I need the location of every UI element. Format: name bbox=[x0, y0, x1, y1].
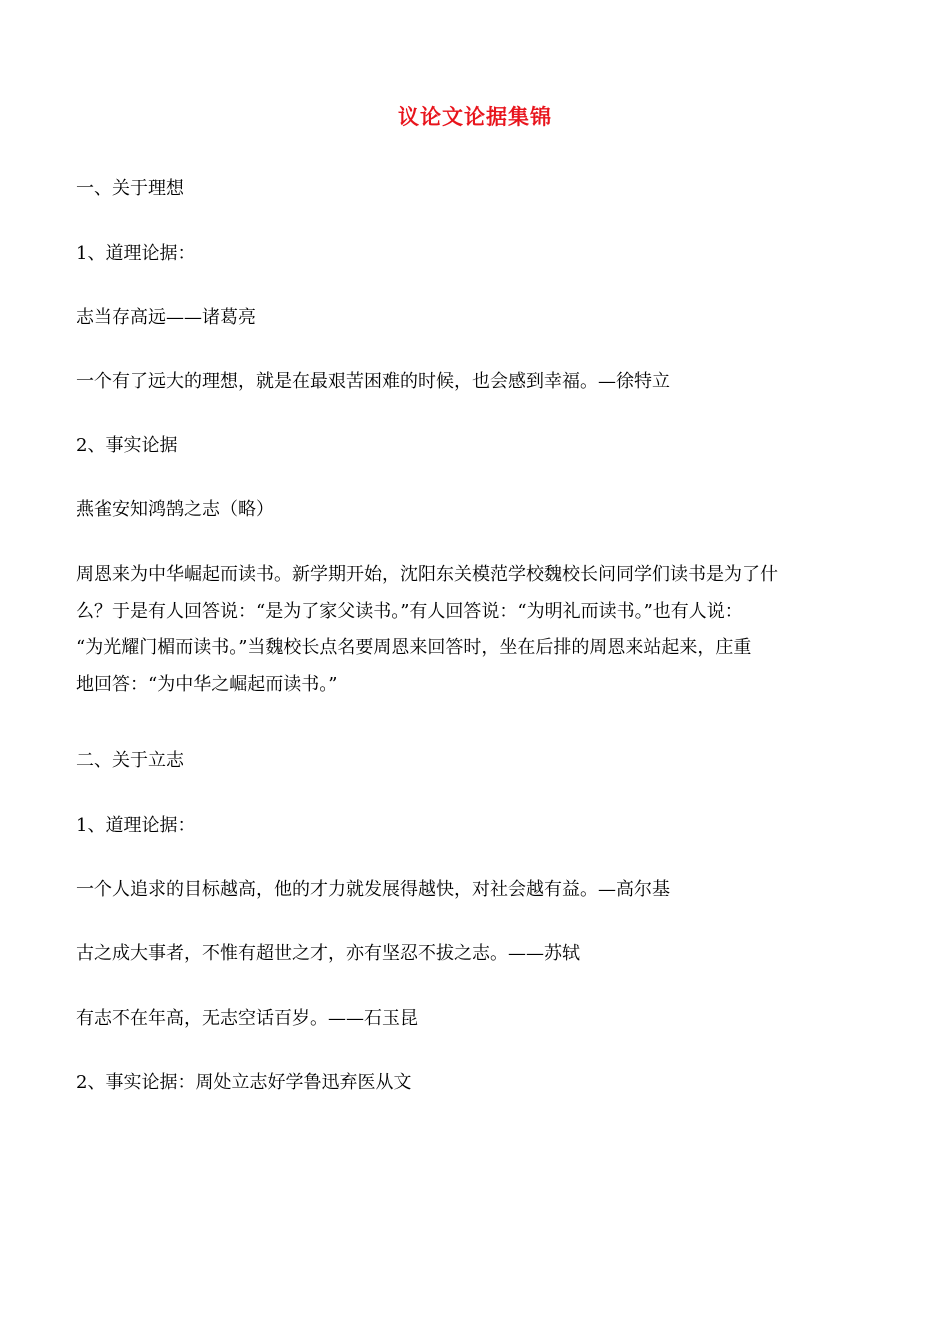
subheading-reasoning-evidence: 1、道理论据： bbox=[76, 815, 196, 836]
subheading-factual-evidence: 2、事实论据 bbox=[76, 435, 178, 456]
paragraph-line: 么？于是有人回答说：“是为了家父读书。”有人回答说：“为明礼而读书。”也有人说： bbox=[76, 600, 743, 622]
paragraph-line: “为光耀门楣而读书。”当魏校长点名要周恩来回答时，坐在后排的周恩来站起来，庄重 bbox=[76, 637, 752, 658]
subheading-factual-evidence: 2、事实论据：周处立志好学鲁迅弃医从文 bbox=[76, 1072, 412, 1093]
quote-xu-teli: 一个有了远大的理想，就是在最艰苦困难的时候，也会感到幸福。—徐特立 bbox=[76, 371, 670, 392]
subheading-reasoning-evidence: 1、道理论据： bbox=[76, 243, 196, 264]
paragraph-line: 地回答：“为中华之崛起而读书。” bbox=[76, 673, 338, 695]
section-heading-ambition: 二、关于立志 bbox=[76, 750, 184, 771]
section-heading-ideal: 一、关于理想 bbox=[76, 178, 184, 199]
quote-zhuge-liang: 志当存高远——诸葛亮 bbox=[76, 307, 256, 328]
fact-yanque: 燕雀安知鸿鹄之志（略） bbox=[76, 499, 274, 520]
quote-gorky: 一个人追求的目标越高，他的才力就发展得越快，对社会越有益。—高尔基 bbox=[76, 879, 670, 900]
quote-su-shi: 古之成大事者，不惟有超世之才，亦有坚忍不拔之志。——苏轼 bbox=[76, 943, 580, 964]
quote-shi-yukun: 有志不在年高，无志空话百岁。——石玉昆 bbox=[76, 1008, 418, 1029]
document-title: 议论文论据集锦 bbox=[398, 105, 552, 129]
paragraph-line: 周恩来为中华崛起而读书。新学期开始，沈阳东关模范学校魏校长问同学们读书是为了什 bbox=[76, 564, 778, 585]
fact-zhou-enlai-paragraph bbox=[76, 557, 876, 703]
